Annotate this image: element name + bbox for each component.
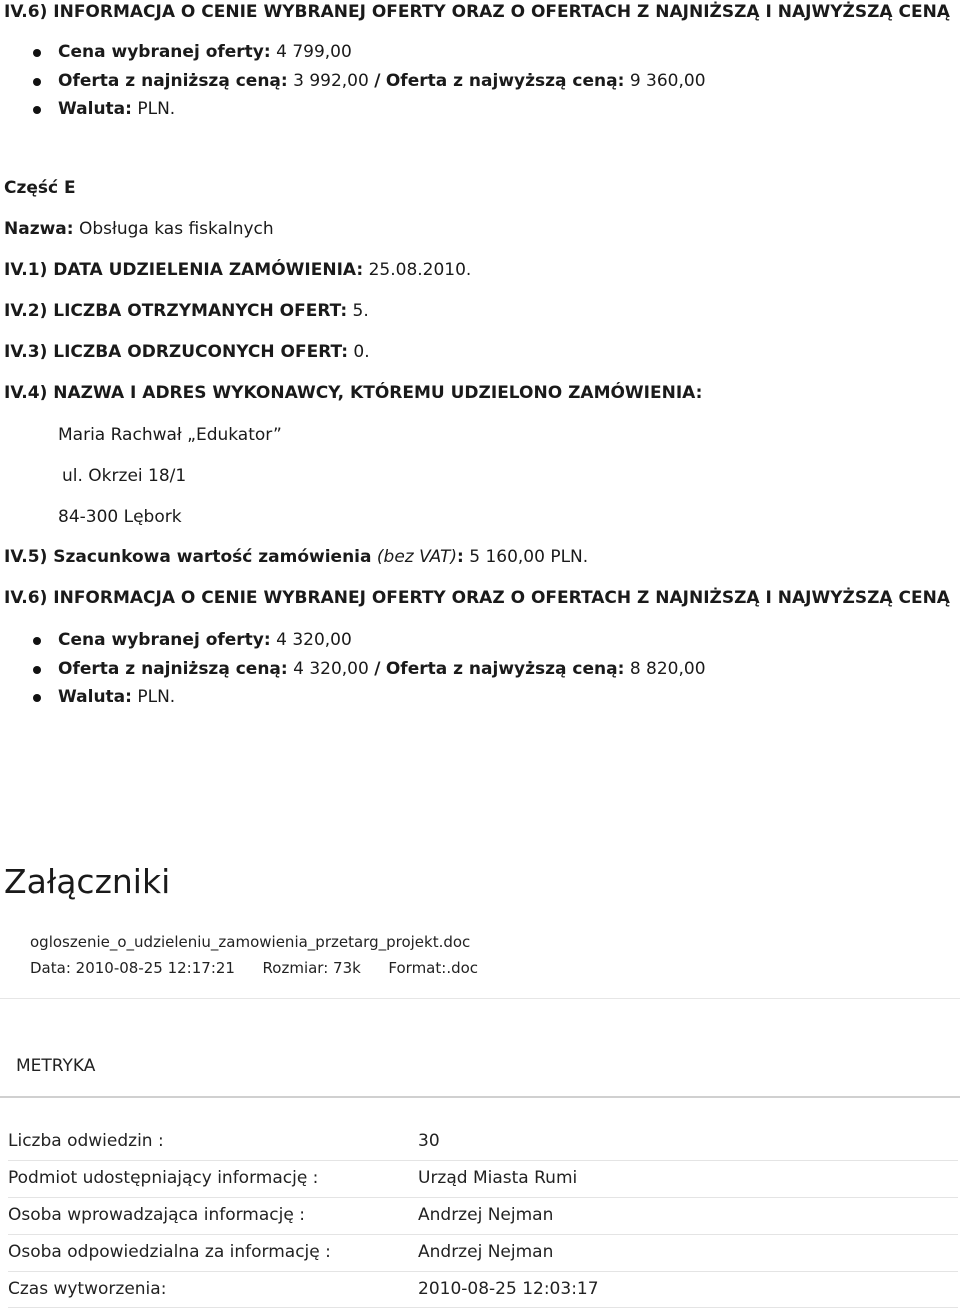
offers-heading-prev: IV.6) INFORMACJA O CENIE WYBRANEJ OFERTY ORAZ O OFERTACH Z NAJNIŻSZĄ I NAJWYŻSZĄ CENĄ [4, 2, 950, 22]
list-item [30, 683, 706, 712]
highest-offer-value: 9 360,00 [629, 70, 706, 91]
selected-offer-label: Cena wybranej oferty: [58, 42, 271, 62]
offers-heading: IV.6) INFORMACJA O CENIE WYBRANEJ OFERTY ORAZ O OFERTACH Z NAJNIŻSZĄ I NAJWYŻSZĄ CENĄ [4, 588, 950, 608]
currency-label: Waluta: [58, 687, 132, 707]
contractor-heading: IV.4) NAZWA I ADRES WYKONAWCY, KTÓREMU UDZIELONO ZAMÓWIENIA: [4, 383, 703, 403]
attachment-size-label: Rozmiar: [262, 959, 329, 977]
contractor-name: Maria Rachwał „Edukator” [58, 425, 282, 445]
metadata-value: Andrzej Nejman [418, 1242, 554, 1262]
metadata-label: Podmiot udostępniający informację : [8, 1168, 319, 1188]
lowest-offer-value: 3 992,00 [293, 70, 369, 91]
metadata-value: 2010-08-25 12:03:17 [418, 1279, 599, 1299]
award-date-value: 25.08.2010. [368, 260, 472, 280]
list-item [30, 67, 706, 96]
attachment-format-value: .doc [446, 959, 479, 977]
attachment-date-label: Data: [30, 959, 71, 977]
attachments-divider [0, 998, 960, 999]
list-item [30, 626, 706, 655]
currency-value: PLN. [137, 687, 176, 707]
metadata-value: 30 [418, 1131, 440, 1151]
list-item [30, 655, 706, 684]
offers-rejected [4, 342, 370, 362]
estimated-value-label: IV.5) Szacunkowa wartość zamówienia [4, 547, 372, 567]
attachments-title: Załączniki [4, 862, 171, 901]
estimated-value-colon: : [457, 547, 464, 567]
row-divider [8, 1307, 958, 1308]
row-divider [8, 1160, 958, 1161]
offers-received-value: 5. [352, 301, 369, 321]
part-name [4, 219, 274, 239]
attachment-size-value: 73k [333, 959, 361, 977]
attachment-file-link[interactable]: ogloszenie_o_udzieleniu_zamowienia_przetarg_projekt.doc [30, 933, 471, 951]
metadata-top-divider [0, 1096, 960, 1098]
attachment-format-label: Format: [388, 959, 447, 977]
currency-value: PLN. [137, 99, 176, 119]
estimated-value-note: (bez VAT) [376, 547, 457, 567]
contractor-city: 84-300 Lębork [58, 507, 182, 527]
part-name-label: Nazwa: [4, 219, 74, 239]
list-item [30, 38, 706, 67]
offers-list [30, 626, 706, 712]
offer-separator: / [374, 658, 381, 679]
lowest-offer-label: Oferta z najniższą ceną: [58, 658, 288, 679]
estimated-value [4, 547, 588, 567]
offer-separator: / [374, 70, 381, 91]
award-date [4, 260, 471, 280]
row-divider [8, 1234, 958, 1235]
row-divider [8, 1271, 958, 1272]
metadata-label: Osoba odpowiedzialna za informację : [8, 1242, 331, 1262]
attachment-date-value: 2010-08-25 12:17:21 [75, 959, 235, 977]
highest-offer-label: Oferta z najwyższą ceną: [385, 70, 625, 91]
lowest-offer-label: Oferta z najniższą ceną: [58, 70, 288, 91]
contractor-street: ul. Okrzei 18/1 [62, 466, 187, 486]
lowest-offer-value: 4 320,00 [293, 658, 369, 679]
selected-offer-label: Cena wybranej oferty: [58, 630, 271, 650]
offers-list-prev [30, 38, 706, 124]
part-title: Część E [4, 178, 76, 198]
award-date-label: IV.1) DATA UDZIELENIA ZAMÓWIENIA: [4, 260, 364, 280]
attachment-details [30, 959, 478, 977]
metadata-value: Andrzej Nejman [418, 1205, 554, 1225]
offers-received-label: IV.2) LICZBA OTRZYMANYCH OFERT: [4, 301, 348, 321]
offers-rejected-label: IV.3) LICZBA ODRZUCONYCH OFERT: [4, 342, 348, 362]
metadata-title: METRYKA [16, 1056, 96, 1076]
metadata-label: Czas wytworzenia: [8, 1279, 167, 1299]
currency-label: Waluta: [58, 99, 132, 119]
highest-offer-value: 8 820,00 [629, 658, 706, 679]
selected-offer-value: 4 320,00 [276, 630, 352, 650]
offers-rejected-value: 0. [353, 342, 370, 362]
part-name-value: Obsługa kas fiskalnych [78, 219, 274, 239]
metadata-label: Osoba wprowadzająca informację : [8, 1205, 305, 1225]
row-divider [8, 1197, 958, 1198]
selected-offer-value: 4 799,00 [276, 42, 352, 62]
metadata-value: Urząd Miasta Rumi [418, 1168, 578, 1188]
offers-received [4, 301, 369, 321]
metadata-label: Liczba odwiedzin : [8, 1131, 164, 1151]
estimated-value-amount: 5 160,00 PLN. [469, 547, 589, 567]
highest-offer-label: Oferta z najwyższą ceną: [385, 658, 625, 679]
list-item [30, 95, 706, 124]
